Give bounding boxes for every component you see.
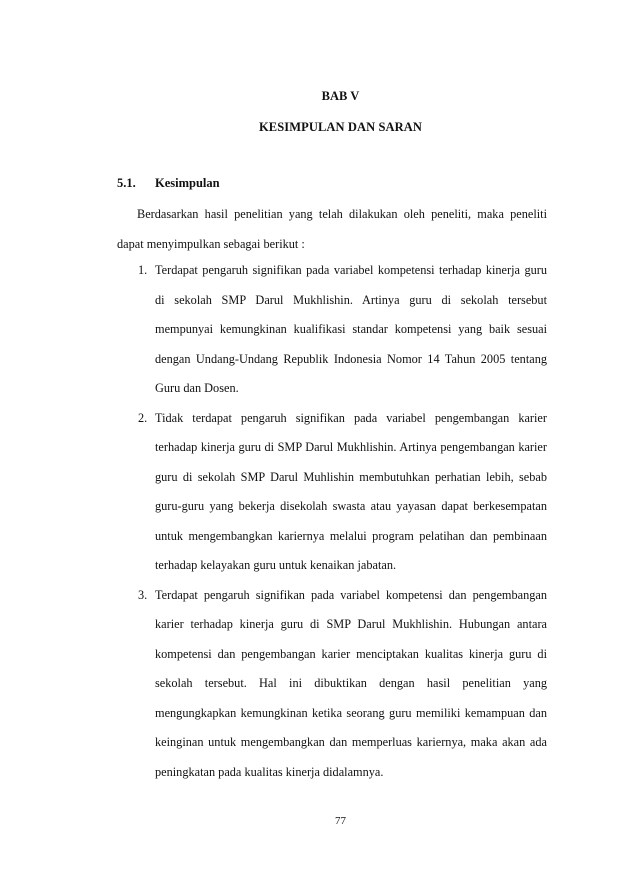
list-item [117,256,547,404]
conclusions-list [117,256,547,787]
list-marker: 3. [138,587,148,602]
section-title: Kesimpulan [155,176,220,190]
list-item-text: Terdapat pengaruh signifikan pada variabel kompetensi dan pengembangan karier terhadap kinerja guru di SMP Darul Mukhlishin. Hubungan antara kompetensi dan pengembangan karier menciptakan kualitas kinerja guru di sekolah tersebut. Hal ini dibuktikan dengan hasil penelitian yang mengungkapkan kemungkinan ketika seorang guru memiliki kemampuan dan keinginan untuk mengembangkan dan memperluas kariernya, maka akan ada peningkatan pada kualitas kinerja didalamnya. [155,587,547,779]
list-marker: 1. [138,263,148,277]
list-item [117,581,547,788]
list-item-text: Tidak terdapat pengaruh signifikan pada variabel pengembangan karier terhadap kinerja guru di SMP Darul Mukhlishin. Artinya pengembangan karier guru di sekolah SMP Darul Muhlishin membutuhkan perhatian lebih, sebab guru-guru yang bekerja disekolah swasta atau yayasan dapat berkesempatan untuk mengembangkan kariernya melalui program pelatihan dan pembinaan terhadap kelayakan guru untuk kenaikan jabatan. [155,410,547,572]
chapter-subtitle: KESIMPULAN DAN SARAN [258,120,423,134]
chapter-title: BAB V [321,89,360,103]
intro-paragraph: Berdasarkan hasil penelitian yang telah dilakukan oleh peneliti, maka peneliti dapat menyimpulkan sebagai berikut : [117,207,547,251]
list-marker: 2. [138,410,148,425]
list-item-text: Terdapat pengaruh signifikan pada variabel kompetensi terhadap kinerja guru di sekolah SMP Darul Mukhlishin. Artinya guru di sekolah tersebut mempunyai kemungkinan kualifikasi standar kompetensi yang baik sesuai dengan Undang-Undang Republik Indonesia Nomor 14 Tahun 2005 tentang Guru dan Dosen. [155,263,547,395]
page-number: 77 [335,815,346,827]
section-number: 5.1. [117,176,136,190]
list-item [117,404,547,581]
